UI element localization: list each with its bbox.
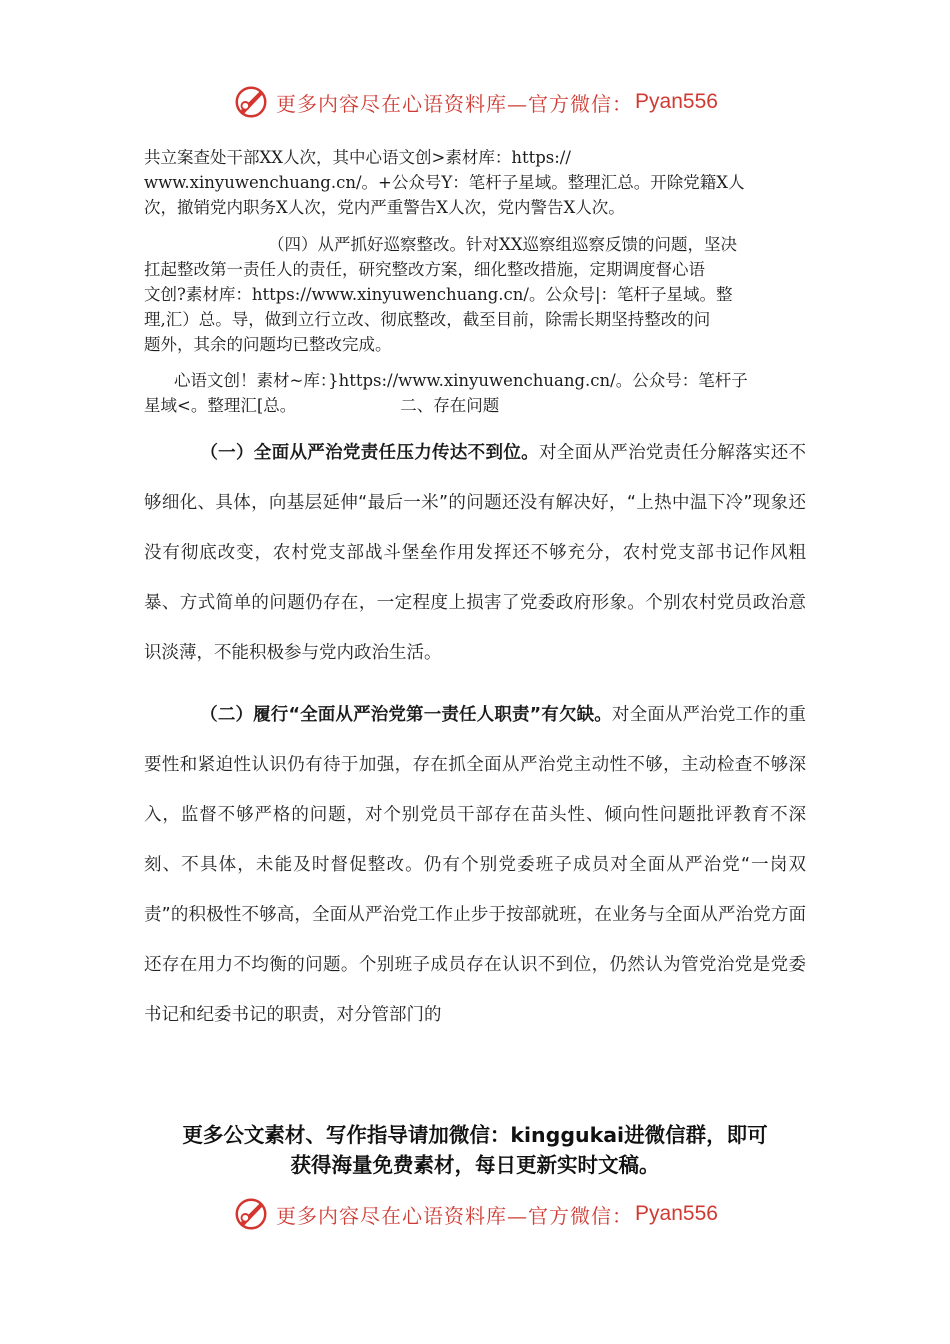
footer-promo-line: 获得海量免费素材，每日更新实时文稿。 — [290, 1153, 660, 1177]
paragraph-2-body: 对全面从严治党工作的重要性和紧迫性认识仍有待于加强，存在抓全面从严治党主动性不够，主动检查不够深入，监督不够严格的问题，对个别党员干部存在苗头性、倾向性问题批评教育不深刻、不具体，未能及时督促整改。仍有个别党委班子成员对全面从严治党“一岗双责”的积极性不够高，全面从严治党工作止步于按部就班，在业务与全面从严治党方面还存在用力不均衡的问题。个别班子成员存在认识不到位，仍然认为管党治党是党委书记和纪委书记的职责，对分管部门的 — [144, 705, 806, 1025]
header-watermark — [0, 82, 950, 122]
text-line: 扛起整改第一责任人的责任，研究整改方案，细化整改措施，定期调度督心语 — [144, 260, 705, 279]
text-line: 心语文创！素材~库：}https://www.xinyuwenchuang.cn/。公众号：笔杆子 — [174, 371, 748, 390]
text-line: 次，撤销党内职务X人次，党内严重警告X人次，党内警告X人次。 — [144, 198, 625, 217]
paragraph-1 — [144, 428, 806, 678]
paragraph-2-lead: （二）履行“全面从严治党第一责任人职责”有欠缺。 — [200, 705, 612, 725]
text-line: 共立案查处干部XX人次，其中心语文创>素材库：https:// — [144, 148, 571, 167]
section-heading: 二、存在问题 — [400, 396, 500, 415]
watermark-text: 更多内容尽在心语资料库—官方微信： — [276, 1203, 634, 1228]
text-line: 理,汇）总。导，做到立行立改、彻底整改，截至目前，除需长期坚持整改的问 — [144, 310, 711, 329]
text-line: 星域<。整理汇[总。 二、存在问题 — [144, 396, 500, 415]
text-line: www.xinyuwenchuang.cn/。+公众号Y：笔杆子星域。整理汇总。开除党籍X人 — [144, 173, 745, 192]
paragraph-1-lead: （一）全面从严治党责任压力传达不到位。 — [200, 443, 539, 463]
footer-promo-note — [130, 1120, 820, 1180]
watermark-wechat-id: Pyan556 — [635, 90, 718, 113]
text-block-2 — [144, 232, 806, 357]
paragraph-2 — [144, 690, 806, 1040]
brush-logo-icon — [232, 1195, 270, 1233]
text-line: 文创?素材库：https://www.xinyuwenchuang.cn/。公众号|：笔杆子星域。整 — [144, 285, 733, 304]
paragraph-1-body: 对全面从严治党责任分解落实还不够细化、具体，向基层延伸“最后一米”的问题还没有解决好，“上热中温下冷”现象还没有彻底改变，农村党支部战斗堡垒作用发挥还不够充分，农村党支部书记作风粗暴、方式简单的问题仍存在，一定程度上损害了党委政府形象。个别农村党员政治意识淡薄，不能积极参与党内政治生活。 — [144, 443, 807, 663]
footer-promo-line: 更多公文素材、写作指导请加微信：kinggukai进微信群，即可 — [182, 1123, 768, 1147]
text-line: 题外，其余的问题均已整改完成。 — [144, 335, 392, 354]
text-block-3 — [144, 368, 806, 418]
footer-watermark — [0, 1194, 950, 1234]
text-line: （四）从严抓好巡察整改。针对XX巡察组巡察反馈的问题，坚决 — [268, 235, 737, 254]
watermark-wechat-id: Pyan556 — [635, 1202, 718, 1225]
watermark-text: 更多内容尽在心语资料库—官方微信： — [276, 91, 634, 116]
brush-logo-icon — [232, 83, 270, 121]
text-block-1 — [144, 145, 806, 220]
